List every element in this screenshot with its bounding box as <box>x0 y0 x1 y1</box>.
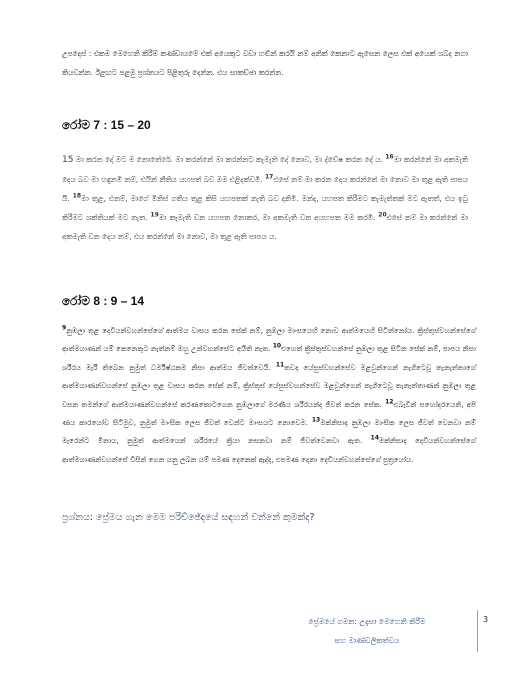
verse-text: එසේ නම් මා කරන දෙය කරන්නේ මා නොව මා තුළ ඇති පාපය යි. <box>62 175 468 203</box>
verse-number: 15 <box>62 155 74 165</box>
verse-text: මා කරන දේ මට ම නොතේරේ. මා කරන්නේ මා කරන්නට කැමැති දේ නොව, මා ද්වේෂ කරන දේ ය. <box>73 155 383 164</box>
footer-title-line-2: සහ මාණ්ඩලිකත්වය <box>334 636 400 645</box>
verse-number: 20 <box>378 211 387 219</box>
verse-text: එහෙත් ක්‍රිස්තුස්වහන්සේ නුඹලා තුළ සිටින සේක් නම්, පාපය නිසා ශරීරය මැරී තිබෙන නුමුත් ධර්මිෂ්ඨකම නිසා ආත්මය ජීවත්වෙයි. <box>62 344 476 372</box>
footer-divider <box>477 610 478 652</box>
scripture-passage-romans-8 <box>62 322 476 469</box>
footer-title-line-1: ප්‍රේමයේ ගමන: උදැසා මෙහෙනි කිරීම <box>308 617 426 626</box>
verse-text: මා කැමැති වන යහපත නොකර, මා අකමැති වන අයහපත මම කරමි. <box>158 213 376 222</box>
verse-number: 14 <box>370 435 380 443</box>
verse-number: 11 <box>275 361 285 369</box>
verse-number: 16 <box>385 153 394 161</box>
instructions-paragraph: උපදෙස් : එකම මෙහෙනි කිරීම් කණ්ඩායමේ එක් අයෙකුට වඩා හඬින් කරයි නම් අනික් කෙනාට ඇසෙන ලෙස එක් අයෙක් ශබ්ද නගා කියවන්න. ඊළඟට පළමු ප්‍රශ්නයට පිළිතුරු දෙන්න. එය සාකච්ඡා කරන්න. <box>62 49 468 77</box>
scripture-heading-romans-7: රෝම 7 : 15 – 20 <box>62 118 151 132</box>
verse-text: මා තුළ, එනම්, මාගේ මිනිස් ගතිය තුළ කිසි යහපතක් නැති බව දනිමි. මන්ද, යහපත කිරීමට කැමැත්තක් මට ඇතත්, එය ඉටු කිරීමට ශක්තියක් මට නැත. <box>62 194 468 222</box>
verse-text: මක්නිසාද නුඹලා මාංසික ලෙස ජීවත් වෙනවා නම් මැරෙන්ට මිනාය, නුමුත් ආත්මයෙන් ශරීරයේ ක්‍රියා නසනවා නම් ජීවත්වෙනවා ඇත. <box>62 418 476 446</box>
verse-text: මා කරන්නේ මා අකමැති දෙය බව මා හඳුනමි නම්, එයින් නීතිය යහපත් බව මම එළිදක්වමි. <box>62 155 468 184</box>
verse-number: 13 <box>311 416 321 424</box>
verse-text: එසේ නම් මා කරන්නේ මා අකමැති වන දෙය නම්, එය කරන්නේ මා නොව, මා තුළ ඇති පාපය ය. <box>62 213 468 241</box>
verse-text: මක්නිසාද දෙවියන්වහන්සේගේ ආත්මයාණන්වහන්සේ විසින් ගෙන යනු ලබන යම් පමණ දෙනෙක් ඇද්ද, එපමණ දෙනා දෙවියන්වහන්සේගේ පුත්‍රයෝය. <box>62 436 476 464</box>
verse-number: 9 <box>62 324 67 332</box>
discussion-question: ප්‍රශ්නය: ප්‍රේමය ගැන මෙම පරිච්ඡේදයේ සඳහන් වන්නේ කුමක්ද? <box>62 512 315 523</box>
verse-number: 12 <box>385 398 394 406</box>
verse-number: 18 <box>72 192 82 200</box>
verse-text: නුඹලා තුළ දෙවියන්වහන්සේගේ ආත්මය වාසය කරන සේක් නම්, නුඹලා මාංසයෙහි නොව ආත්මයෙහි සිටින්නෝය. ක්‍රිස්තුස්වහන්සේගේ ආත්මයාණන් යම් කෙනෙකුට නැත්නම් ඔහු උන්වහන්සේට අයිති නැත. <box>62 326 476 354</box>
verse-number: 10 <box>272 343 282 351</box>
page-number: 3 <box>483 615 489 624</box>
verse-number: 19 <box>150 211 159 219</box>
verse-text: තවද යේසුස්වහන්සේව මළවුන්ගෙන් නැගිටෙවූ තැනැත්තාගේ ආත්මයාණන්වහන්සේ නුඹලා තුළ වාසය කරන සේක් නම්, ක්‍රිස්තුස් යේසුස්වහන්සේව මළවුන්ගෙන් නැගිටෙවූ තැනැත්තාණන් නුඹලා තුළ වසන තමන්ගේ ආත්මයාණන්වහන්සේ කරණකොටගෙන නුඹලාගේ මරණීය ශරීරයන්ද ජීවත් කරන සේක. <box>62 362 477 409</box>
verse-number: 17 <box>265 173 274 181</box>
scripture-heading-romans-8: රෝම 8 : 9 – 14 <box>62 294 145 308</box>
scripture-passage-romans-7 <box>62 150 468 246</box>
verse-text: එබැවින් සහෝදරයෙනි, අපි ණය කාරයෝව සිටිමුව, නුමුත් මාංසික ලෙස ජීවත් වෙන්ට මාංසයට නොවෙම. <box>62 399 476 428</box>
